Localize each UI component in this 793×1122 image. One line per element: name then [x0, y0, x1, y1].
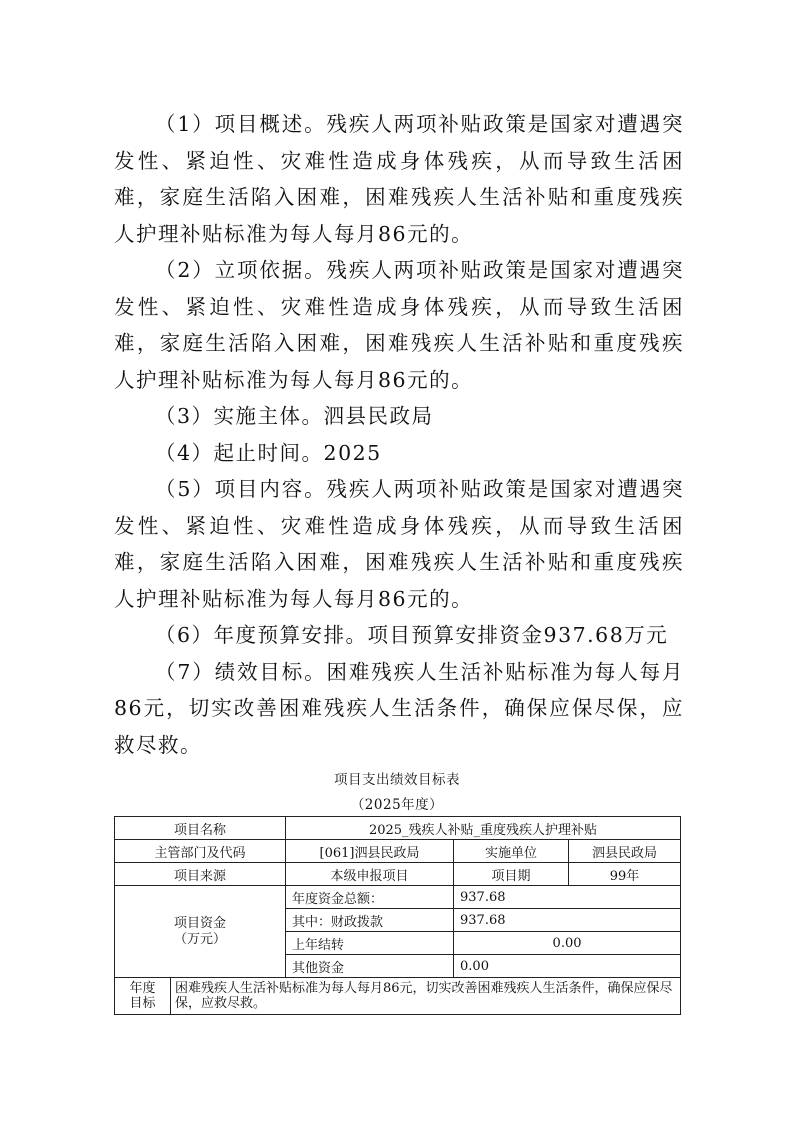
funds-label [115, 886, 286, 978]
annual-goal-label-line2: 目标 [129, 996, 156, 1011]
source-label: 项目来源 [115, 863, 286, 886]
annual-goal-label [115, 978, 171, 1015]
fiscal-label: 其中：财政拨款 [286, 909, 454, 932]
table-row [115, 817, 681, 840]
fiscal-value: 937.68 [454, 909, 681, 932]
project-name-label: 项目名称 [115, 817, 286, 840]
paragraph-subject: （3）实施主体。泗县民政局 [155, 404, 434, 428]
performance-goal-table [114, 816, 681, 1015]
annual-goal-label-line1: 年度 [129, 981, 156, 996]
table-row [115, 978, 681, 1015]
period-label: 项目期 [454, 863, 569, 886]
annual-total-label: 年度资金总额： [286, 886, 454, 909]
paragraph-period: （4）起止时间。2025 [155, 440, 382, 465]
impl-unit-value: 泗县民政局 [569, 840, 681, 863]
source-value: 本级申报项目 [286, 863, 454, 886]
carryover-value: 0.00 [454, 932, 681, 955]
paragraph-goal: （7）绩效目标。困难残疾人生活补贴标准为每人每月86元，切实改善困难残疾人生活条件，确保应保尽保，应救尽救。 [114, 659, 684, 757]
other-funds-label: 其他资金 [286, 955, 454, 978]
project-name-value: 2025_残疾人补贴_重度残疾人护理补贴 [286, 817, 681, 840]
paragraph-overview: （1）项目概述。残疾人两项补贴政策是国家对遭遇突发性、紧迫性、灾难性造成身体残疾，从而导致生活困难，家庭生活陷入困难，困难残疾人生活补贴和重度残疾人护理补贴标准为每人每月86元的。 [114, 112, 684, 246]
body-text [114, 106, 684, 763]
table-title: 项目支出绩效目标表 [334, 772, 460, 788]
table-row [115, 886, 681, 909]
table-row [115, 840, 681, 863]
funds-label-line2: （万元） [174, 931, 227, 947]
paragraph-budget: （6）年度预算安排。项目预算安排资金937.68万元 [155, 623, 669, 647]
funds-label-line1: 项目资金 [174, 915, 227, 931]
table-subtitle: （2025年度） [350, 797, 444, 813]
other-funds-value: 0.00 [454, 955, 681, 978]
annual-goal-value: 困难残疾人生活补贴标准为每人每月86元，切实改善困难残疾人生活条件，确保应保尽保，应救尽救。 [171, 978, 681, 1015]
paragraph-basis: （2）立项依据。残疾人两项补贴政策是国家对遭遇突发性、紧迫性、灾难性造成身体残疾，从而导致生活困难，家庭生活陷入困难，困难残疾人生活补贴和重度残疾人护理补贴标准为每人每月86元的。 [114, 258, 684, 392]
impl-unit-label: 实施单位 [454, 840, 569, 863]
table-row [115, 863, 681, 886]
dept-value: [061]泗县民政局 [286, 840, 454, 863]
annual-total-value: 937.68 [454, 886, 681, 909]
carryover-label: 上年结转 [286, 932, 454, 955]
paragraph-content: （5）项目内容。残疾人两项补贴政策是国家对遭遇突发性、紧迫性、灾难性造成身体残疾，从而导致生活困难，家庭生活陷入困难，困难残疾人生活补贴和重度残疾人护理补贴标准为每人每月86元的。 [114, 477, 684, 611]
period-value: 99年 [569, 863, 681, 886]
dept-label: 主管部门及代码 [115, 840, 286, 863]
